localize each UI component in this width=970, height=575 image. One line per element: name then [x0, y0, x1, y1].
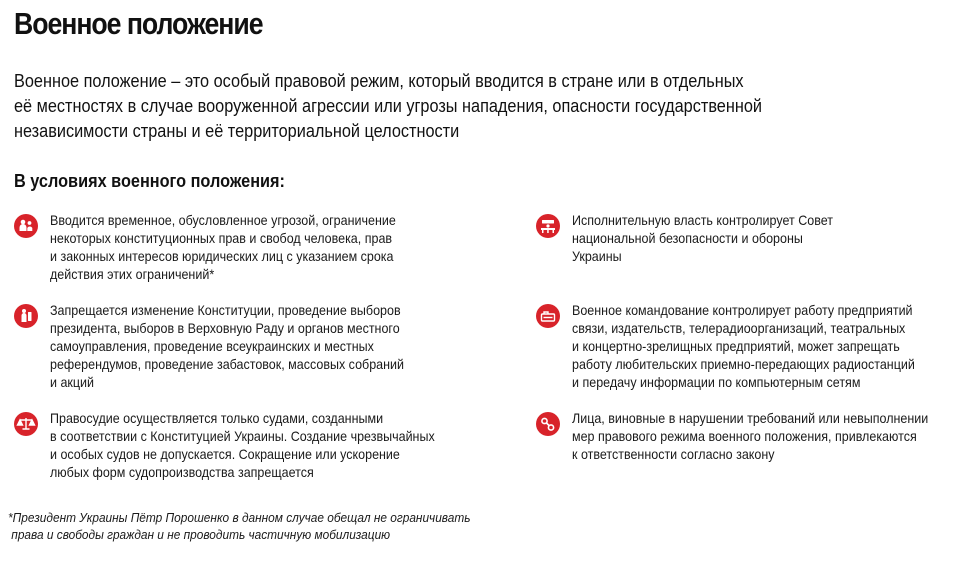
item-line: президента, выборов в Верховную Раду и органов местного: [50, 321, 400, 336]
item-line: Правосудие осуществляется только судами, созданными: [50, 411, 384, 426]
item-line: мер правового режима военного положения, привлекаются: [572, 429, 917, 444]
item-line: и концертно-зрелищных предприятий, может запрещать: [572, 339, 900, 354]
item-line: некоторых конституционных прав и свобод человека, прав: [50, 231, 393, 246]
lead-line: её местностях в случае вооруженной агрессии или угрозы нападения, опасности государственной: [14, 95, 762, 116]
council-icon: [536, 214, 560, 238]
item-line: Военное командование контролирует работу предприятий: [572, 303, 913, 318]
item-line: действия этих ограничений*: [50, 267, 215, 282]
item-line: национальной безопасности и обороны: [572, 231, 803, 246]
item-line: и акций: [50, 375, 95, 390]
item-line: работу любительских приемно-передающих радиостанций: [572, 357, 915, 372]
ballot-icon: [14, 304, 38, 328]
footnote-line: права и свободы граждан и не проводить частичную мобилизацию: [8, 527, 391, 542]
handcuffs-icon: [536, 412, 560, 436]
page-title: Военное положение: [14, 6, 263, 41]
item-line: в соответствии с Конституцией Украины. Создание чрезвычайных: [50, 429, 435, 444]
item-line: Исполнительную власть контролирует Совет: [572, 213, 833, 228]
item-line: Украины: [572, 249, 622, 264]
footnote: [8, 509, 470, 543]
item-line: и особых судов не допускается. Сокращение или ускорение: [50, 447, 400, 462]
item-line: и передачу информации по компьютерным сетям: [572, 375, 861, 390]
item-line: и законных интересов юридических лиц с указанием срока: [50, 249, 394, 264]
item-line: связи, издательств, телерадиоорганизаций, театральных: [572, 321, 906, 336]
lead-line: независимости страны и её территориальной целостности: [14, 120, 460, 141]
item-line: самоуправления, проведение всеукраинских и местных: [50, 339, 374, 354]
item-line: любых форм судопроизводства запрещается: [50, 465, 314, 480]
lead-paragraph: [14, 68, 894, 143]
people-icon: [14, 214, 38, 238]
command-icon: [536, 304, 560, 328]
item-line: к ответственности согласно закону: [572, 447, 775, 462]
section-subtitle: В условиях военного положения:: [14, 170, 285, 191]
item-line: Лица, виновные в нарушении требований или невыполнении: [572, 411, 929, 426]
item-line: Запрещается изменение Конституции, проведение выборов: [50, 303, 401, 318]
scales-icon: [14, 412, 38, 436]
item-line: референдумов, проведение забастовок, массовых собраний: [50, 357, 404, 372]
footnote-line: *Президент Украины Пётр Порошенко в данном случае обещал не ограничивать: [8, 510, 471, 525]
lead-line: Военное положение – это особый правовой режим, который вводится в стране или в отдельных: [14, 70, 744, 91]
item-line: Вводится временное, обусловленное угрозой, ограничение: [50, 213, 396, 228]
